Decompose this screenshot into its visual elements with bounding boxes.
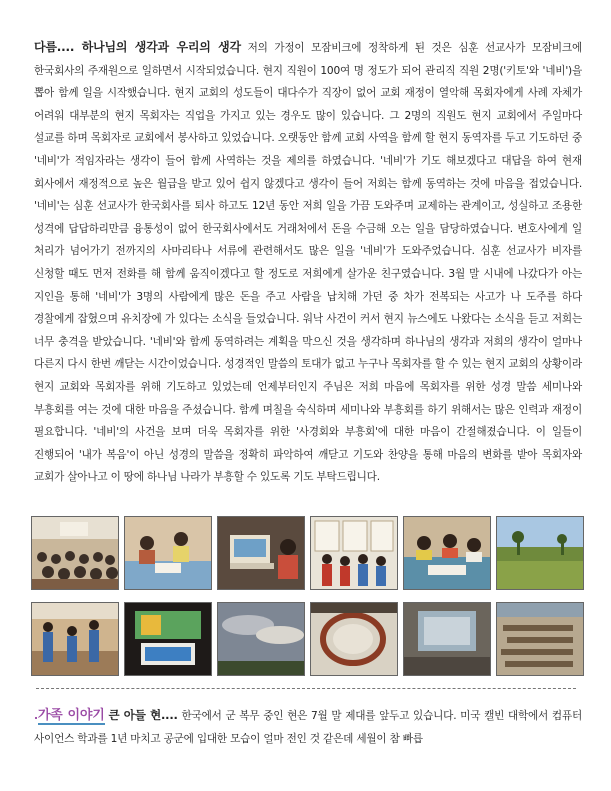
photo-kids-hall (31, 602, 119, 676)
article (34, 36, 582, 489)
photo-dried-fish (496, 602, 584, 676)
photo-projection-screen (124, 602, 212, 676)
photo-field-landscape (496, 516, 584, 590)
photo-cloudy-sky (217, 602, 305, 676)
family-heading: 큰 아들 현.... (108, 708, 178, 722)
photo-tarp-room (403, 602, 491, 676)
article-heading: 다름.... 하나님의 생각과 우리의 생각 (34, 40, 241, 54)
family-tag: 가족 이야기 (37, 708, 105, 723)
article-body: 저의 가정이 모잠비크에 정착하게 된 것은 심훈 선교사가 모잠비크에 한국회사의 주재원으로 일하면서 시작되었습니다. 현지 직원이 100여 명 정도가 되어 관리직 직원 2명('키토'와 '네비')을 뽑아 함께 일을 시작했습니다. 현지 교회의 성도들이 대다수가 직장이 없어 교회 재정이 열악해 목회자에게 사례 자체가 어려워 대부분의 현지 목회자는 직업을 가지고 있는 경우도 많이 있습니다. 그 2명의 직원도 현지 교회에서 주일마다 설교를 하며 목회자로 교회에서 봉사하고 있었습니다. 오랫동안 함께 교회 사역을 함께 할 현지 동역자를 두고 기도하던 중 '네비'가 적임자라는 생각이 들어 함께 사역하는 것을 제의를 하였습니다. '네비'가 기도 해보겠다고 대답을 하여 현재 회사에서 재정적으로 높은 월급을 받고 있어 쉽지 않겠다고 생각이 들어 저희는 함께 동역하는 것에 마음을 접었습니다. '네비'는 심훈 선교사가 한국회사를 퇴사 하고도 12년 동안 저희 일을 가끔 도와주며 교제하는 관계이고, 성실하고 조용한 성격에 답답하리만큼 융통성이 없어 한국회사에서도 거래처에서 돈을 수금해 오는 일을 담당하였습니다. 변호사에게 일 처리가 넘어가기 전까지의 사마리타나 서류에 관련해서도 많은 일을 '네비'가 도와주었습니다. 심훈 선교사가 비자를 신청할 때도 먼저 전화를 해 함께 움직이겠다고 할 정도로 저희에게 살가운 친구였습니다. 3월 말 시내에 나갔다가 아는 지인을 통해 '네비'가 3명의 사람에게 많은 돈을 주고 사람을 납치해 가던 중 차가 전복되는 사고가 나 도주를 하다 경찰에게 잡혔으며 유치장에 가 있다는 소식을 들었습니다. 워낙 사건이 커서 현지 뉴스에도 나왔다는 소식을 듣고 저희는 너무 충격을 받았습니다. '네비'와 함께 동역하려는 계획을 막으신 것을 생각하며 하나님의 생각과 저희의 생각이 얼마나 다른지 다시 한번 깨닫는 시간이었습니다. 성경적인 말씀의 토대가 없고 누구나 목회자를 할 수 있는 현지 교회의 상황이라 현지 교회와 목회자를 위해 기도하고 있었는데 언제부터인지 주님은 저희 마음에 목회자를 위한 성경 말씀 세미나와 부흥회를 여는 것에 대한 마음을 주셨습니다. 함께 며칠을 숙식하며 세미나와 부흥회를 하기 위해서는 많은 인력과 재정이 필요합니다. '네비'의 사건을 보며 더욱 목회자를 위한 '사경회와 부흥회'에 대한 마음이 간절해졌습니다. 이 일들이 진행되어 '내가 복음'이 아닌 성경의 말씀을 정확히 파악하여 깨닫고 기도와 찬양을 통해 마음의 변화를 받아 목회자와 교회가 살아나고 이 땅에 하나님 나라가 부흥할 수 있도록 기도 부탁드립니다. (34, 42, 582, 484)
photo-kids-laptop (217, 516, 305, 590)
photo-kids-reading (124, 516, 212, 590)
photo-church-crowd (31, 516, 119, 590)
family-tag-dot: . (34, 710, 38, 722)
photo-kids-table (403, 516, 491, 590)
family-story (34, 704, 582, 750)
photo-kids-posters (310, 516, 398, 590)
photo-fish-net (310, 602, 398, 676)
family-body: 한국에서 군 복무 중인 현은 7월 말 제대를 앞두고 있습니다. 미국 캘빈 대학에서 컴퓨터 사이언스 학과를 1년 마치고 공군에 입대한 모습이 얼마 전인 것 같은데 세월이 참 빠릅 (34, 710, 583, 745)
photo-grid (31, 516, 583, 678)
section-divider (36, 688, 576, 689)
